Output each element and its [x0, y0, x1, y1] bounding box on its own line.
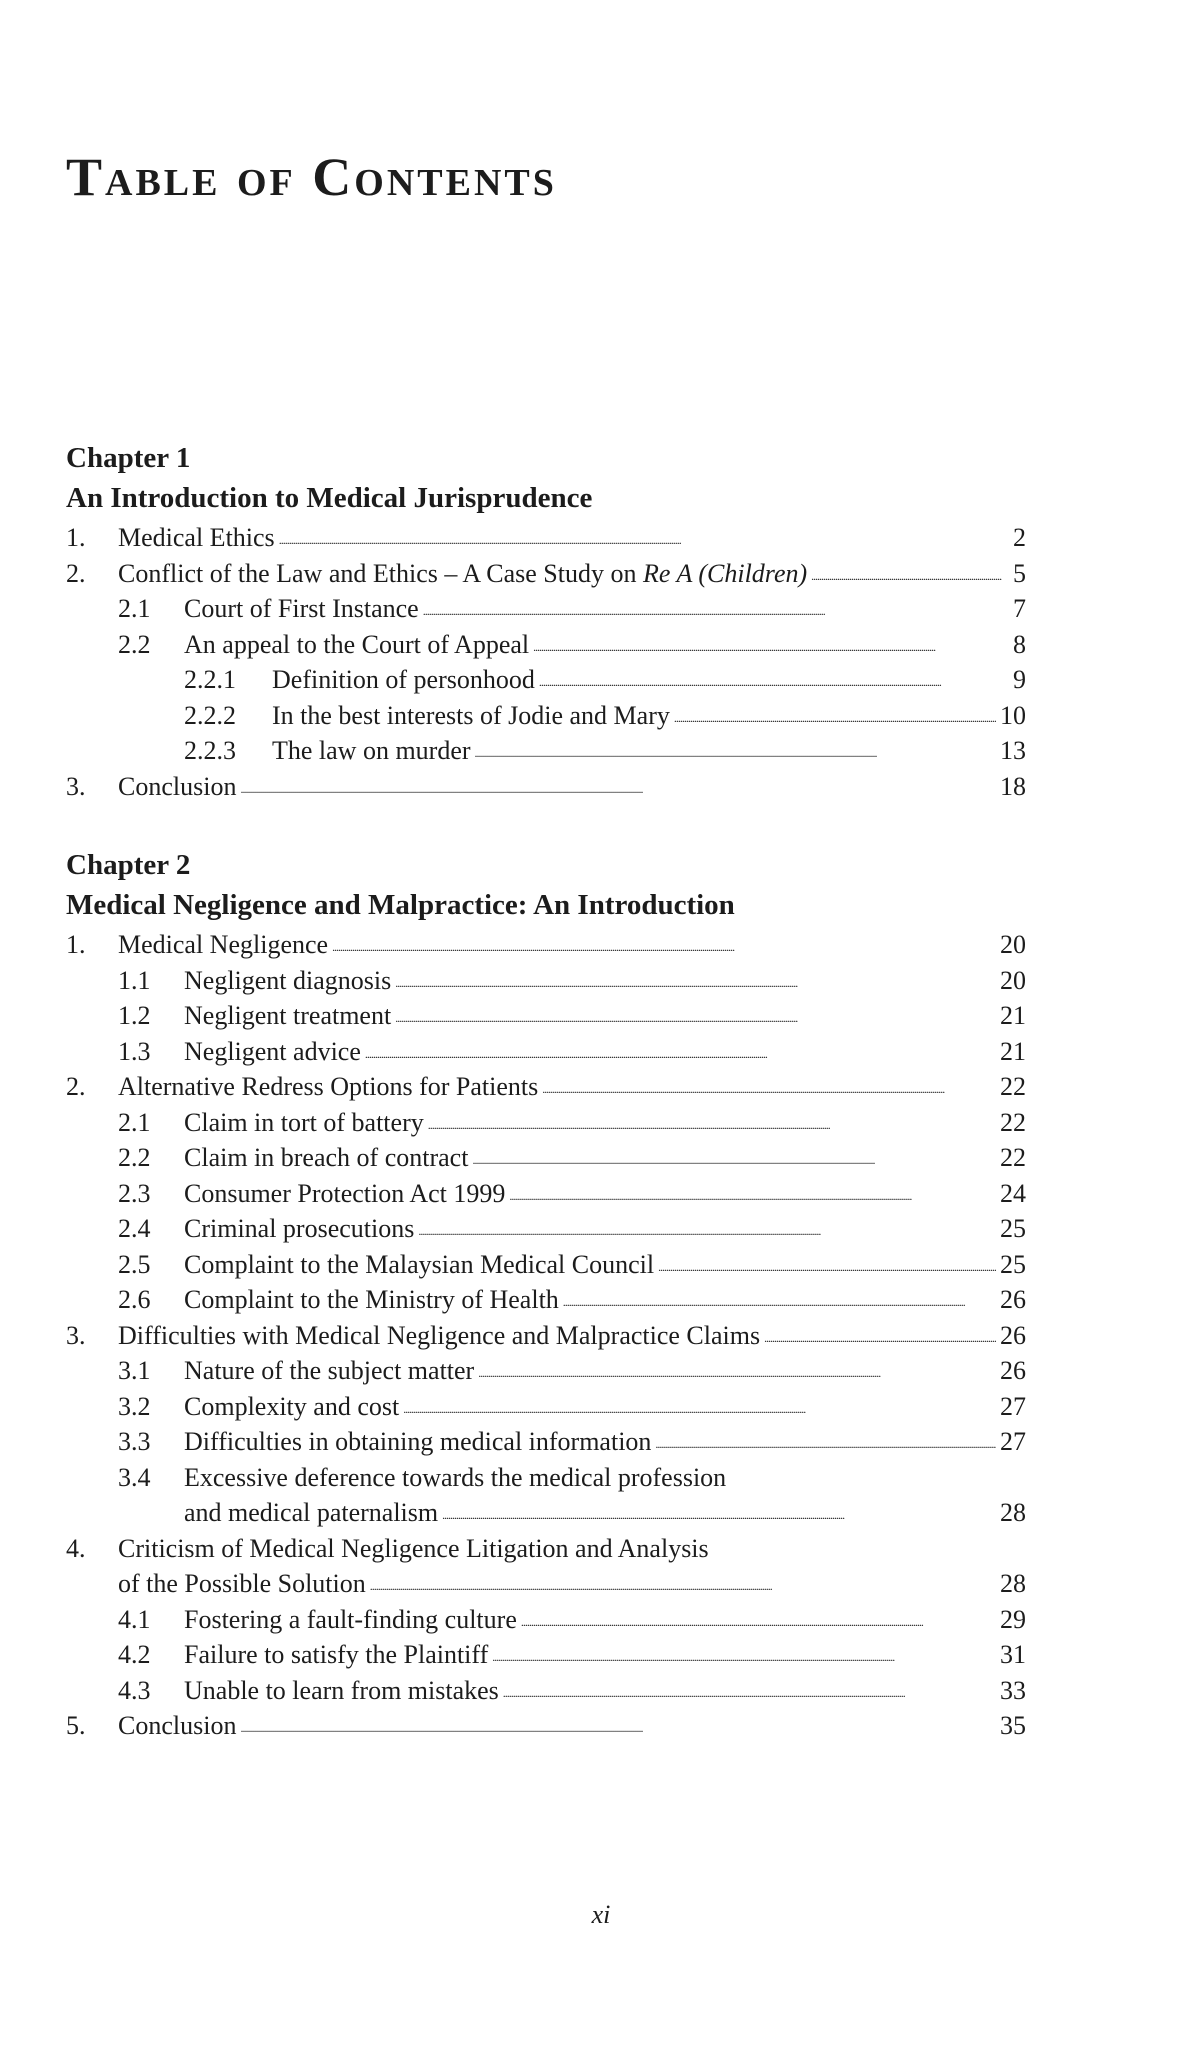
toc-entry[interactable] [66, 698, 1026, 734]
entry-number: 2. [66, 558, 86, 588]
toc-entry-list [66, 927, 1026, 1744]
dot-leader [542, 1067, 996, 1108]
entry-title: Complexity and cost [184, 1391, 400, 1421]
toc-entry-line2[interactable] [66, 1495, 1026, 1531]
entry-title: Criminal prosecutions [184, 1214, 415, 1243]
entry-page-number: 25 [1000, 1214, 1026, 1243]
entry-title: Complaint to the Malaysian Medical Council [184, 1249, 655, 1279]
toc-entry[interactable] [66, 733, 1026, 769]
entry-title: Negligent advice [184, 1036, 361, 1066]
entry-page-number: 18 [1000, 771, 1026, 801]
entry-page-number: 7 [1013, 594, 1026, 623]
entry-title: Medical Ethics [118, 523, 275, 552]
dot-leader [279, 518, 1002, 559]
toc-entry[interactable] [66, 1211, 1026, 1247]
toc-entry[interactable] [66, 1353, 1026, 1389]
entry-number: 3.2 [118, 1391, 151, 1421]
entry-number: 4.1 [118, 1604, 151, 1634]
case-name-italic: Re A (Children) [643, 558, 808, 588]
chapter-title: Medical Negligence and Malpractice: An Introduction [66, 889, 735, 921]
entry-title: Difficulties with Medical Negligence and Malpractice Claims [118, 1320, 761, 1350]
toc-entry[interactable] [66, 520, 1026, 556]
entry-page-number: 2 [1013, 523, 1026, 552]
entry-page-number: 25 [1000, 1249, 1026, 1279]
dot-leader [442, 1493, 996, 1534]
toc-entry-line1[interactable] [66, 1460, 1026, 1496]
chapter-1-section [66, 438, 1026, 804]
entry-page-number: 26 [1000, 1356, 1026, 1385]
dot-leader [423, 589, 1002, 630]
entry-page-number: 27 [1000, 1391, 1026, 1421]
toc-entry[interactable] [66, 927, 1026, 963]
entry-page-number: 22 [1000, 1072, 1026, 1101]
dot-leader [395, 961, 996, 1002]
entry-page-number: 28 [1000, 1569, 1026, 1598]
entry-number: 1.3 [118, 1036, 151, 1066]
toc-entry-list [66, 520, 1026, 804]
dot-leader [418, 1209, 996, 1250]
toc-entry[interactable] [66, 1708, 1026, 1744]
chapter-title: An Introduction to Medical Jurisprudence [66, 482, 593, 514]
toc-entry[interactable] [66, 1673, 1026, 1709]
entry-title: Negligent treatment [184, 1001, 392, 1030]
dot-leader [811, 554, 1002, 595]
entry-page-number: 31 [1000, 1640, 1026, 1669]
entry-number: 2.2.2 [184, 700, 236, 730]
entry-number: 2.2 [118, 629, 151, 659]
entry-page-number: 22 [1000, 1143, 1026, 1172]
entry-page-number: 8 [1013, 629, 1026, 659]
entry-page-number: 21 [1000, 1036, 1026, 1066]
entry-title: Medical Negligence [118, 930, 329, 959]
entry-page-number: 20 [1000, 965, 1026, 995]
entry-title: Conclusion [118, 1711, 237, 1740]
dot-leader [475, 731, 996, 772]
entry-number: 2.3 [118, 1178, 151, 1208]
entry-number: 1.2 [118, 1001, 151, 1030]
toc-entry[interactable] [66, 963, 1026, 999]
toc-entry[interactable] [66, 1176, 1026, 1212]
entry-page-number: 29 [1000, 1604, 1026, 1634]
entry-number: 3. [66, 1320, 86, 1350]
toc-entry[interactable] [66, 556, 1026, 592]
entry-title: Fostering a fault-finding culture [184, 1604, 517, 1634]
entry-number: 2.2 [118, 1143, 151, 1172]
entry-number: 2.6 [118, 1285, 151, 1314]
entry-page-number: 5 [1013, 558, 1026, 588]
entry-title: Claim in tort of battery [184, 1107, 424, 1137]
entry-number: 3.3 [118, 1427, 151, 1456]
entry-title: Claim in breach of contract [184, 1143, 469, 1172]
toc-entry-line2[interactable] [66, 1566, 1026, 1602]
dot-leader [332, 925, 996, 966]
toc-entry[interactable] [66, 662, 1026, 698]
dot-leader [395, 996, 996, 1037]
toc-entry-line1[interactable] [66, 1531, 1026, 1567]
dot-leader [403, 1387, 996, 1428]
dot-leader [478, 1351, 996, 1392]
entry-page-number: 9 [1013, 665, 1026, 694]
entry-page-number: 26 [1000, 1285, 1026, 1314]
entry-number: 3. [66, 771, 86, 801]
dot-leader [674, 696, 996, 737]
entry-number: 2. [66, 1072, 86, 1101]
page-folio: xi [591, 1900, 611, 1929]
toc-entry[interactable] [66, 1247, 1026, 1283]
dot-leader [533, 625, 1002, 666]
entry-page-number: 33 [1000, 1675, 1026, 1705]
entry-number: 2.5 [118, 1249, 151, 1279]
entry-number: 1. [66, 523, 86, 552]
entry-title: Unable to learn from mistakes [184, 1675, 499, 1705]
dot-leader [240, 1706, 996, 1747]
entry-page-number: 10 [1000, 700, 1026, 730]
dot-leader [521, 1600, 996, 1641]
entry-page-number: 35 [1000, 1711, 1026, 1740]
dot-leader [658, 1245, 996, 1286]
toc-entry[interactable] [66, 1282, 1026, 1318]
entry-title: Definition of personhood [272, 665, 535, 694]
entry-title-text: Conflict of the Law and Ethics – A Case Study on [118, 558, 643, 588]
dot-leader [365, 1032, 996, 1073]
entry-number: 4.2 [118, 1640, 151, 1669]
entry-number: 1. [66, 930, 86, 959]
entry-title: Criticism of Medical Negligence Litigation and Analysis [118, 1533, 709, 1563]
entry-title: Negligent diagnosis [184, 965, 392, 995]
entry-title: Failure to satisfy the Plaintiff [184, 1640, 489, 1669]
toc-entry[interactable] [66, 1602, 1026, 1638]
entry-page-number: 26 [1000, 1320, 1026, 1350]
toc-entry[interactable] [66, 1105, 1026, 1141]
entry-title: Nature of the subject matter [184, 1356, 475, 1385]
entry-page-number: 28 [1000, 1498, 1026, 1527]
entry-number: 2.2.1 [184, 665, 236, 694]
entry-page-number: 22 [1000, 1107, 1026, 1137]
entry-title: Consumer Protection Act 1999 [184, 1178, 506, 1208]
dot-leader [428, 1103, 996, 1144]
entry-number: 2.1 [118, 594, 151, 623]
entry-number: 2.2.3 [184, 736, 236, 765]
toc-entry[interactable] [66, 1034, 1026, 1070]
entry-title: The law on murder [272, 736, 471, 765]
entry-number: 2.4 [118, 1214, 151, 1243]
entry-page-number: 20 [1000, 930, 1026, 959]
dot-leader [492, 1635, 996, 1676]
entry-number: 4. [66, 1533, 86, 1563]
toc-entry[interactable] [66, 1069, 1026, 1105]
entry-title: In the best interests of Jodie and Mary [272, 700, 670, 730]
entry-title: An appeal to the Court of Appeal [184, 629, 530, 659]
entry-number: 1.1 [118, 965, 151, 995]
entry-title: Court of First Instance [184, 594, 419, 623]
entry-title: Alternative Redress Options for Patients [118, 1072, 539, 1101]
dot-leader [472, 1138, 996, 1179]
dot-leader [539, 660, 1002, 701]
entry-title: Excessive deference towards the medical profession [184, 1462, 727, 1492]
entry-page-number: 27 [1000, 1427, 1026, 1456]
entry-title: Complaint to the Ministry of Health [184, 1285, 559, 1314]
entry-title: Conclusion [118, 771, 237, 801]
entry-page-number: 21 [1000, 1001, 1026, 1030]
toc-entry[interactable] [66, 1318, 1026, 1354]
entry-page-number: 13 [1000, 736, 1026, 765]
toc-entry[interactable] [66, 591, 1026, 627]
entry-title [118, 556, 807, 592]
entry-title-continued: and medical paternalism [184, 1498, 439, 1527]
dot-leader [503, 1671, 996, 1712]
toc-entry[interactable] [66, 1424, 1026, 1460]
entry-page-number: 24 [1000, 1178, 1026, 1208]
toc-entry[interactable] [66, 627, 1026, 663]
entry-title: Difficulties in obtaining medical information [184, 1427, 652, 1456]
dot-leader [655, 1422, 996, 1463]
dot-leader [370, 1564, 996, 1605]
page-title: Table of Contents [66, 147, 557, 207]
chapter-2-section [66, 845, 1026, 1744]
dot-leader [764, 1316, 996, 1357]
entry-number: 2.1 [118, 1107, 151, 1137]
entry-number: 3.4 [118, 1462, 151, 1492]
toc-entry[interactable] [66, 1140, 1026, 1176]
entry-number: 4.3 [118, 1675, 151, 1705]
toc-entry[interactable] [66, 1389, 1026, 1425]
dot-leader [563, 1280, 996, 1321]
toc-entry[interactable] [66, 998, 1026, 1034]
chapter-number: Chapter 1 [66, 442, 191, 474]
dot-leader [240, 767, 996, 808]
chapter-number: Chapter 2 [66, 849, 191, 881]
toc-entry[interactable] [66, 769, 1026, 805]
entry-title-continued: of the Possible Solution [118, 1569, 366, 1598]
entry-number: 3.1 [118, 1356, 151, 1385]
entry-number: 5. [66, 1711, 86, 1740]
toc-entry[interactable] [66, 1637, 1026, 1673]
dot-leader [509, 1174, 996, 1215]
